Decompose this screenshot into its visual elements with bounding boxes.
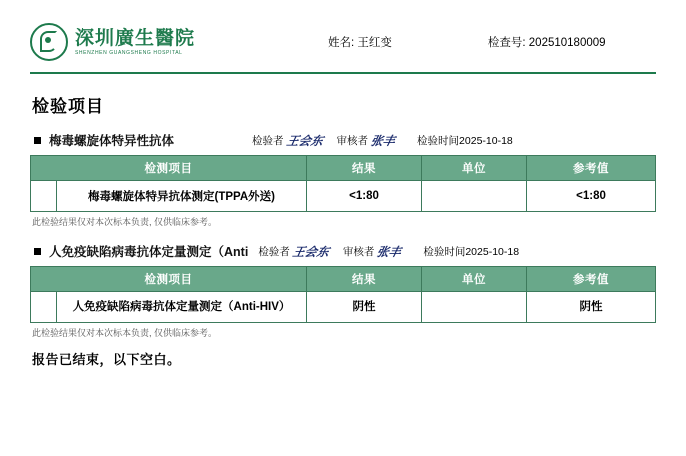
cell-unit	[422, 292, 527, 323]
table-row	[31, 181, 656, 212]
col-header-unit: 单位	[422, 267, 527, 292]
table-note: 此检验结果仅对本次标本负责, 仅供临床参考。	[32, 217, 218, 227]
col-header-unit: 单位	[422, 156, 527, 181]
report-end-note: 报告已结束，以下空白。	[32, 352, 181, 367]
hospital-name-cn: 深圳廣生醫院	[75, 26, 196, 49]
section-header	[34, 242, 656, 260]
col-header-item: 检测项目	[31, 156, 307, 181]
checker-label: 审核者	[342, 245, 375, 258]
section-hiv	[30, 242, 656, 339]
report-header	[30, 0, 656, 70]
result-table	[30, 266, 656, 323]
cell-item: 人免疫缺陷病毒抗体定量测定（Anti-HIV）	[57, 292, 307, 323]
section-header	[34, 131, 656, 149]
tester-label: 检验者	[258, 245, 290, 258]
section-title: 梅毒螺旋体特异性抗体	[49, 134, 175, 148]
hospital-name-en: SHENZHEN GUANGSHENG HOSPITAL	[75, 49, 183, 56]
cell-item: 梅毒螺旋体特异抗体测定(TPPA外送)	[57, 181, 307, 212]
col-header-result: 结果	[307, 267, 422, 292]
cell-reference: 阴性	[527, 292, 656, 323]
tester-signature: 王会东	[291, 244, 331, 259]
table-row	[31, 292, 656, 323]
section-meta	[252, 132, 513, 149]
page-title: 检验项目	[32, 97, 104, 116]
col-header-item: 检测项目	[31, 267, 307, 292]
patient-name: 姓名: 王红变	[328, 37, 392, 49]
row-indent-cell	[31, 181, 57, 212]
tester-label: 检验者	[252, 134, 284, 147]
cell-reference: <1:80	[527, 181, 656, 212]
exam-time: 检验时间2025-10-18	[423, 245, 520, 258]
hospital-logo-text	[75, 26, 196, 56]
tester-signature: 王会东	[284, 133, 324, 148]
header-divider	[30, 72, 656, 74]
table-note: 此检验结果仅对本次标本负责, 仅供临床参考。	[32, 328, 218, 338]
hospital-logo	[30, 23, 240, 61]
cell-result: 阴性	[307, 292, 422, 323]
result-table	[30, 155, 656, 212]
bullet-icon	[34, 248, 41, 255]
table-header-row	[31, 156, 656, 181]
section-meta	[258, 243, 519, 260]
section-syphilis	[30, 131, 656, 228]
col-header-reference: 参考值	[527, 267, 656, 292]
checker-signature: 张丰	[375, 244, 403, 259]
cell-unit	[422, 181, 527, 212]
cell-result: <1:80	[307, 181, 422, 212]
hospital-logo-icon	[30, 23, 68, 61]
row-indent-cell	[31, 292, 57, 323]
checker-signature: 张丰	[369, 133, 397, 148]
table-header-row	[31, 267, 656, 292]
bullet-icon	[34, 137, 41, 144]
col-header-result: 结果	[307, 156, 422, 181]
exam-number: 检查号: 202510180009	[487, 37, 606, 49]
col-header-reference: 参考值	[527, 156, 656, 181]
exam-time: 检验时间2025-10-18	[417, 134, 513, 147]
checker-label: 审核者	[336, 134, 369, 147]
section-title: 人免疫缺陷病毒抗体定量测定（Anti	[49, 245, 249, 259]
